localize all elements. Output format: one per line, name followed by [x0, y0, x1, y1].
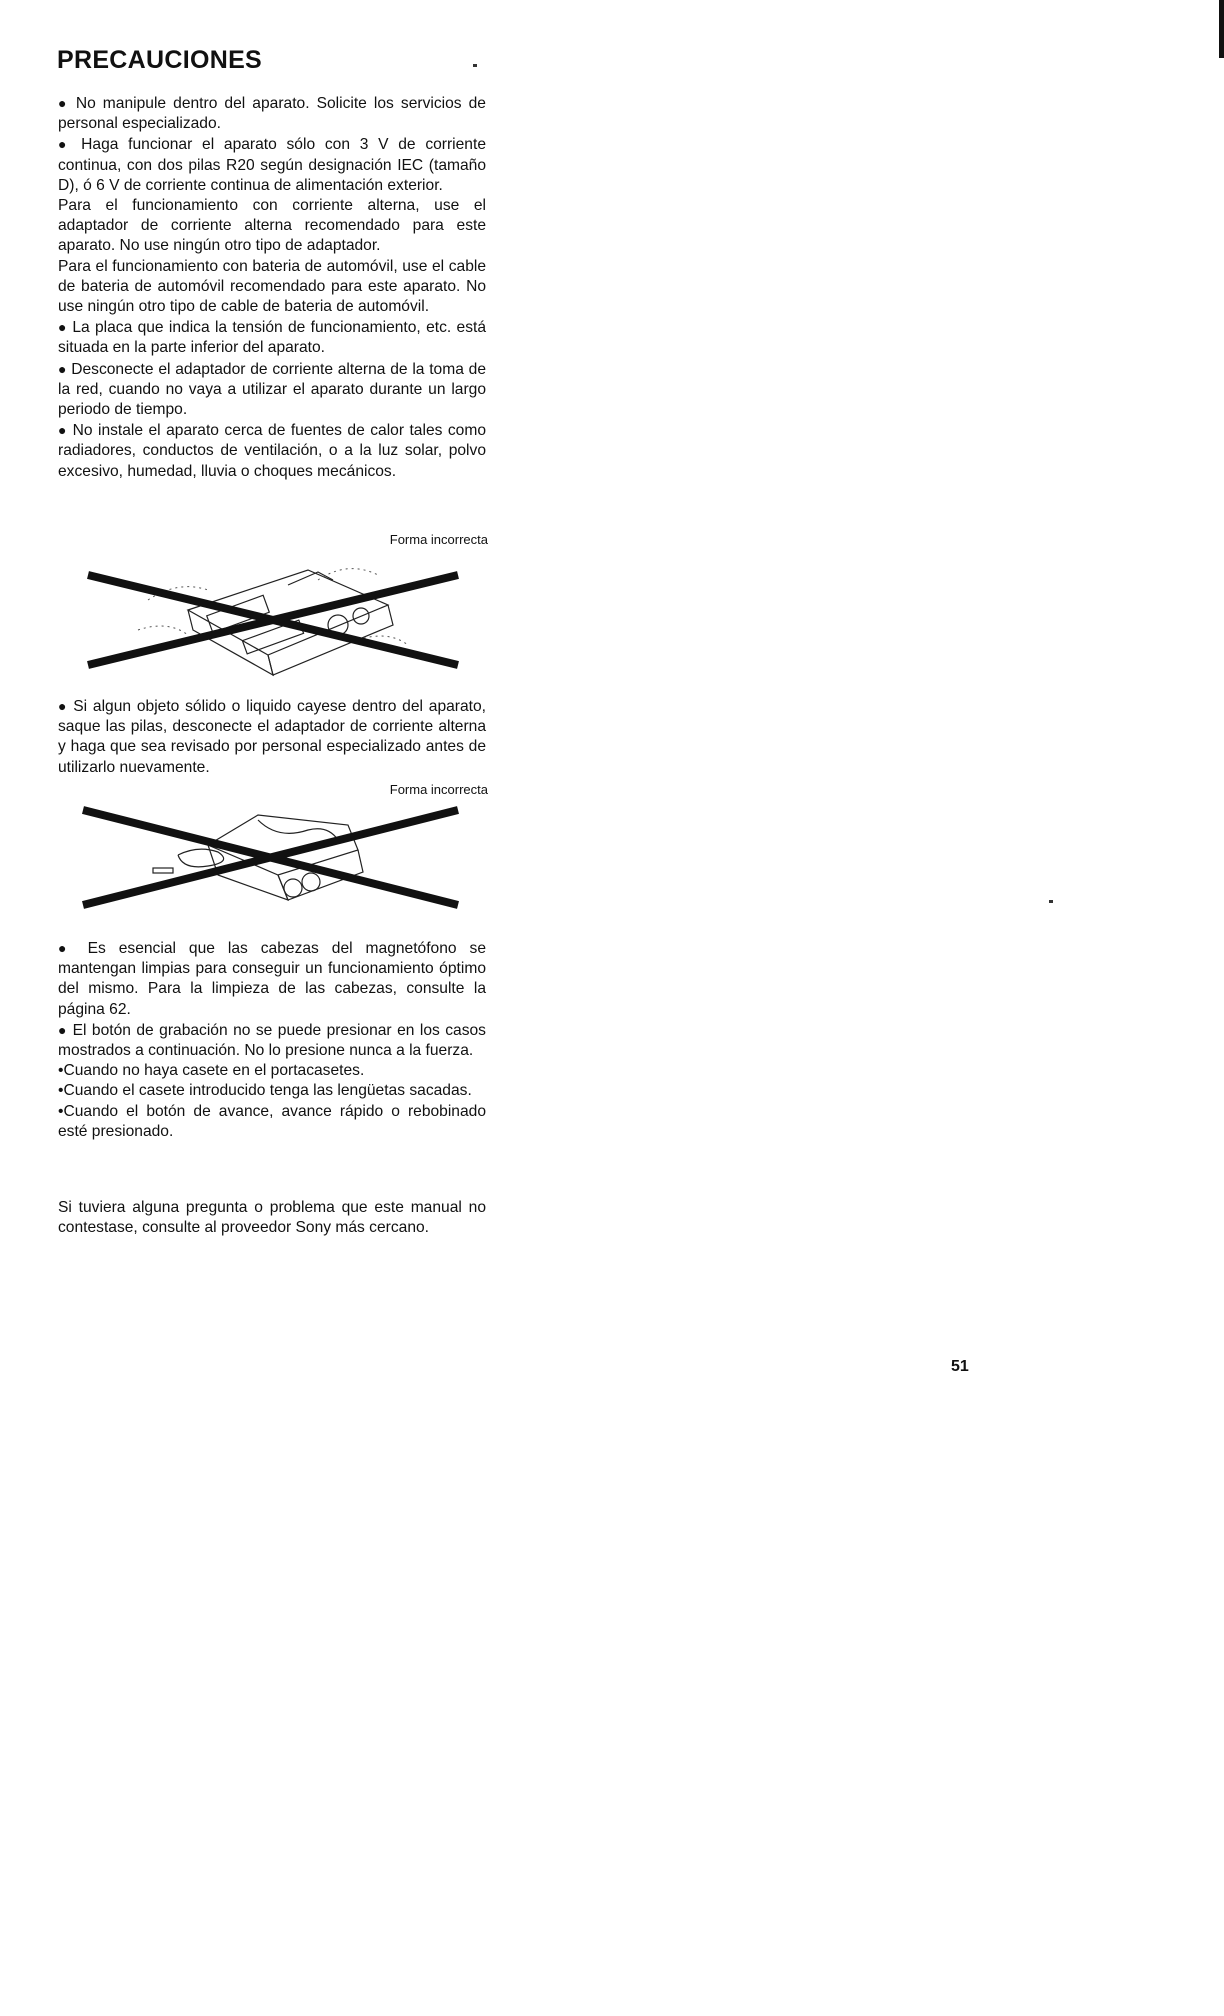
figure-liquid-spill	[58, 782, 488, 912]
bullet-paragraph: ● Es esencial que las cabezas del magnetófono se mantengan limpias para conseguir un funcionamiento óptimo del mismo. Para la limpieza de las cabezas, consulte la página 62.	[58, 938, 486, 1020]
closing-paragraph: Si tuviera alguna pregunta o problema que este manual no contestase, consulte al proveedor Sony más cercano.	[58, 1199, 486, 1237]
print-speck	[473, 64, 477, 67]
paragraph: •Cuando el casete introducido tenga las lengüetas sacadas.	[58, 1082, 472, 1100]
figure-caption: Forma incorrecta	[389, 782, 488, 797]
paragraph: Para el funcionamiento con corriente alterna, use el adaptador de corriente alterna recomendado para este aparato. No use ningún otro tipo de adaptador.	[58, 197, 486, 255]
edge-mark	[1219, 0, 1224, 58]
print-speck	[1049, 900, 1053, 903]
bullet-paragraph: ● Desconecte el adaptador de corriente alterna de la toma de la red, cuando no vaya a utilizar el aparato durante un largo periodo de tiempo.	[58, 359, 486, 421]
page-number: 51	[951, 1358, 969, 1375]
paragraph: Para el funcionamiento con bateria de automóvil, use el cable de bateria de automóvil recomendado para este aparato. No use ningún otro tipo de cable de bateria de automóvil.	[58, 257, 486, 316]
precautions-list-2	[58, 696, 486, 778]
bullet-paragraph: ● No instale el aparato cerca de fuentes de calor tales como radiadores, conductos de ventilación, o a la luz solar, polvo excesivo, humedad, lluvia o choques mecánicos.	[58, 420, 486, 482]
precautions-list-1	[58, 93, 486, 482]
paragraph: •Cuando el botón de avance, avance rápido o rebobinado esté presionado.	[58, 1102, 486, 1140]
bullet-paragraph: ● La placa que indica la tensión de funcionamiento, etc. está situada en la parte inferior del aparato.	[58, 317, 486, 358]
tape-recorder-in-sun-illustration	[58, 550, 488, 680]
figure-incorrect-placement	[58, 532, 488, 672]
precautions-list-3	[58, 938, 486, 1142]
tape-recorder-spill-illustration	[58, 800, 488, 920]
page-title: PRECAUCIONES	[57, 46, 263, 74]
bullet-paragraph: ● El botón de grabación no se puede presionar en los casos mostrados a continuación. No lo presione nunca a la fuerza.	[58, 1020, 486, 1061]
bullet-paragraph: ● Si algun objeto sólido o liquido cayese dentro del aparato, saque las pilas, desconecte el adaptador de corriente alterna y haga que sea revisado por personal especializado antes de utilizarlo nuevamente.	[58, 696, 486, 778]
paragraph: •Cuando no haya casete en el portacasetes.	[58, 1062, 365, 1080]
bullet-paragraph: ● Haga funcionar el aparato sólo con 3 V de corriente continua, con dos pilas R20 según designación IEC (tamaño D), ó 6 V de corriente continua de alimentación exterior.	[58, 134, 486, 196]
figure-caption: Forma incorrecta	[389, 532, 488, 547]
closing-note	[58, 1198, 486, 1238]
bullet-paragraph: ● No manipule dentro del aparato. Solicite los servicios de personal especializado.	[58, 93, 486, 134]
